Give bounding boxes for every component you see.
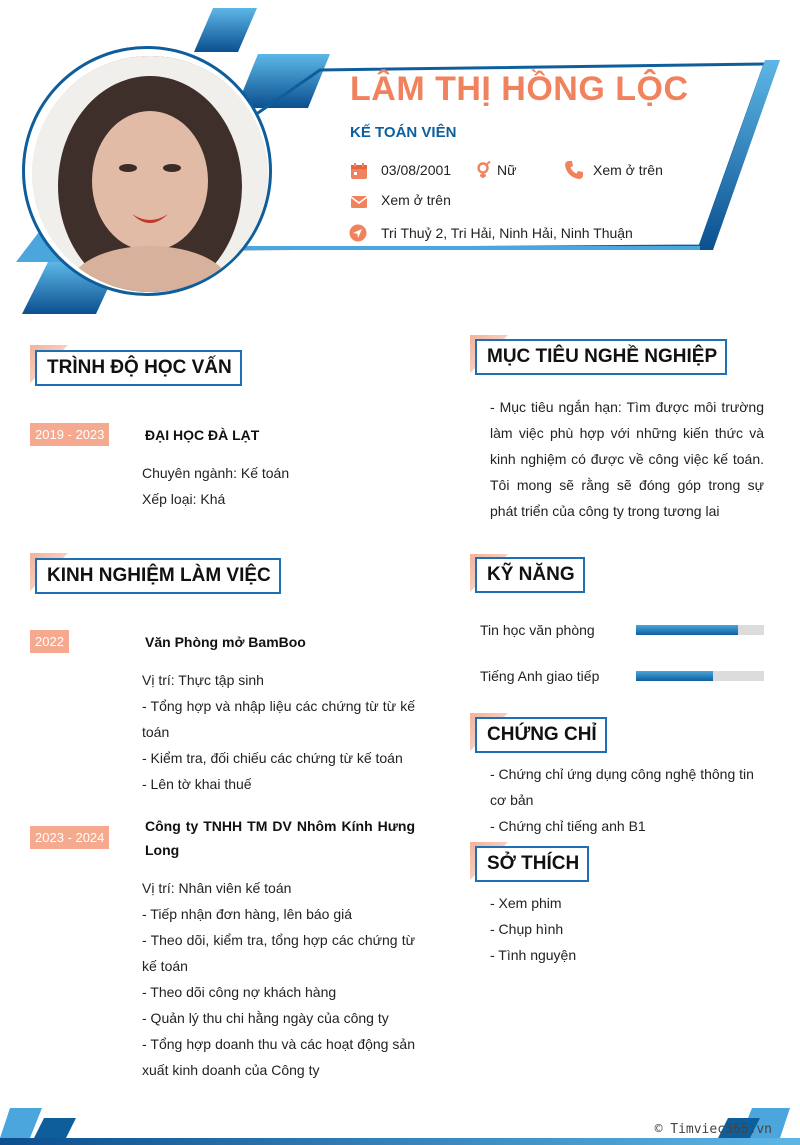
skill-bar	[636, 671, 764, 681]
list-item: Chuyên ngành: Kế toán	[142, 465, 290, 481]
portrait-illustration	[32, 56, 268, 292]
list-item: - Lên tờ khai thuế	[142, 776, 252, 792]
education-school: ĐẠI HỌC ĐÀ LẠT	[145, 427, 260, 443]
skill-name: Tin học văn phòng	[480, 622, 595, 638]
candidate-name: LÂM THỊ HỒNG LỘC	[350, 70, 689, 108]
certificates-list	[490, 761, 764, 839]
list-item: - Quản lý thu chi hằng ngày của công ty	[142, 1010, 389, 1026]
avatar	[32, 56, 268, 292]
experience-company: Văn Phòng mở BamBoo	[145, 634, 306, 650]
section-title-objective: MỤC TIÊU NGHỀ NGHIỆP	[475, 339, 727, 375]
skill-bar-fill	[636, 671, 713, 681]
list-item: - Chứng chỉ tiếng anh B1	[490, 818, 646, 834]
copyright-watermark: © Timviec365.vn	[654, 1122, 772, 1137]
list-item: - Xem phim	[490, 895, 562, 911]
list-item: Xếp loại: Khá	[142, 491, 226, 507]
objective-text: - Mục tiêu ngắn hạn: Tìm được môi trường làm việc phù hợp với những kiến thức và kinh nghiệm có được về công việc kế toán. Tôi mong sẽ rằng sẽ đóng góp trong sự phát triển của công ty trong tương lai	[490, 399, 764, 519]
experience-details	[142, 667, 415, 797]
gender-icon	[474, 161, 492, 179]
gender: Nữ	[497, 162, 517, 178]
list-item: Vị trí: Nhân viên kế toán	[142, 880, 292, 896]
list-item: Vị trí: Thực tập sinh	[142, 672, 264, 688]
list-item: - Theo dõi, kiểm tra, tổng hợp các chứng từ kế toán	[142, 932, 415, 974]
list-item: - Theo dõi công nợ khách hàng	[142, 984, 337, 1000]
list-item: - Chụp hình	[490, 921, 564, 937]
candidate-role: KẾ TOÁN VIÊN	[350, 124, 457, 141]
phone: Xem ở trên	[593, 162, 663, 178]
skill-name: Tiếng Anh giao tiếp	[480, 668, 600, 684]
list-item: - Kiểm tra, đối chiếu các chứng từ kế toán	[142, 750, 403, 766]
email: Xem ở trên	[381, 192, 451, 208]
phone-icon	[564, 160, 584, 180]
list-item: - Tiếp nhận đơn hàng, lên báo giá	[142, 906, 353, 922]
list-item: - Chứng chỉ ứng dụng công nghệ thông tin cơ bản	[490, 766, 754, 808]
location-icon	[349, 224, 367, 242]
experience-years: 2023 - 2024	[30, 826, 109, 849]
education-years: 2019 - 2023	[30, 423, 109, 446]
email-icon	[350, 193, 368, 211]
list-item: - Tổng hợp và nhập liệu các chứng từ từ kế toán	[142, 698, 415, 740]
section-title-certificates: CHỨNG CHỈ	[475, 717, 607, 753]
section-title-skills: KỸ NĂNG	[475, 557, 585, 593]
address: Tri Thuỷ 2, Tri Hải, Ninh Hải, Ninh Thuận	[381, 225, 633, 241]
section-title-education: TRÌNH ĐỘ HỌC VẤN	[35, 350, 242, 386]
birthday: 03/08/2001	[381, 162, 452, 178]
list-item: - Tổng hợp doanh thu và các hoạt động sản xuất kinh doanh của Công ty	[142, 1036, 415, 1078]
education-details	[142, 460, 415, 512]
section-title-experience: KINH NGHIỆM LÀM VIỆC	[35, 558, 281, 594]
skill-bar-fill	[636, 625, 738, 635]
experience-details	[142, 875, 415, 1083]
list-item: - Tình nguyện	[490, 947, 577, 963]
experience-years: 2022	[30, 630, 69, 653]
section-title-hobbies: SỞ THÍCH	[475, 846, 589, 882]
hobbies-list	[490, 890, 764, 968]
experience-company: Công ty TNHH TM DV Nhôm Kính Hưng Long	[145, 818, 415, 858]
skill-bar	[636, 625, 764, 635]
calendar-icon	[350, 162, 368, 180]
